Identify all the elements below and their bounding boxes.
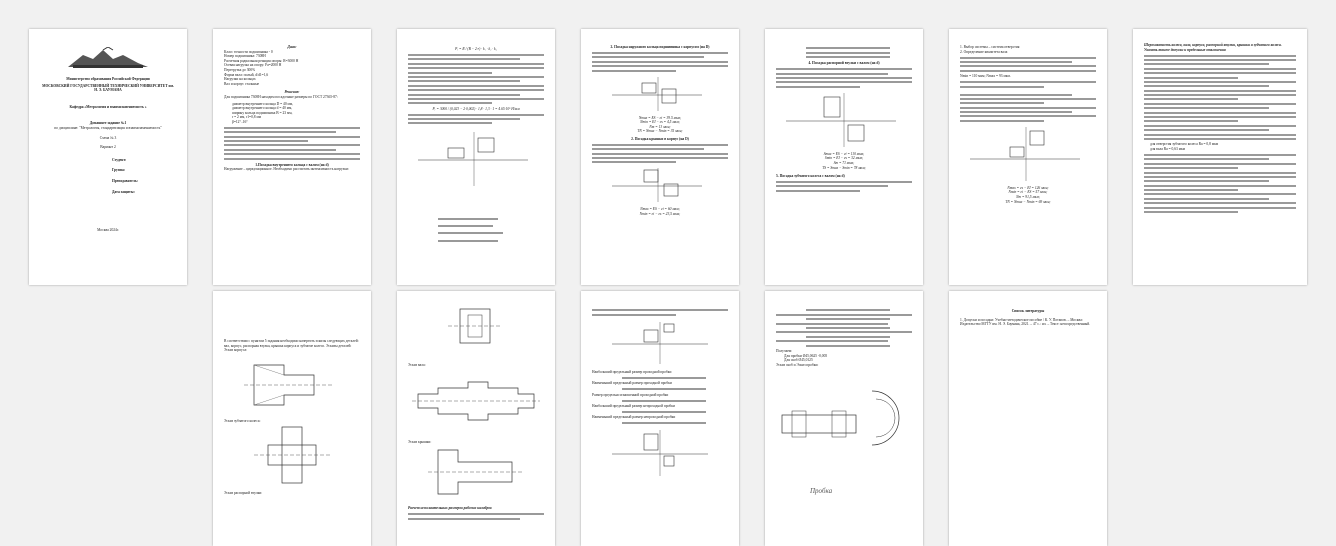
university-crest-icon — [40, 47, 176, 69]
sketch-label: Эскиз зубчатого колеса: — [224, 418, 261, 423]
housing-sketch — [224, 355, 360, 415]
sketch-label: Эскиз крышки: — [408, 439, 432, 444]
student-label: Студент: — [112, 157, 127, 162]
gauge-diagram — [592, 428, 728, 478]
date-label: Дата защиты: — [112, 189, 135, 194]
list-item: диаметр внутреннего кольца D = 40 мм, — [232, 101, 293, 106]
given-item: Форма вала: полый, d/d1=1,6 — [224, 72, 269, 77]
dim-line: Nmax = ES − ei = 39.5 мкм; — [638, 115, 682, 120]
department: Кафедра «Метрология и взаимозаменяемость » — [69, 104, 147, 109]
sketch-label: Эскиз вала: — [408, 363, 426, 367]
list-item: 1. Выбор системы – система отверстия — [960, 45, 1020, 49]
dim-line: Nmin = EI − es = 4,5 мкм; — [640, 120, 680, 125]
gauge2-page — [765, 291, 923, 546]
section-heading: 1.Посадка внутреннего кольца с валом (на d) — [255, 162, 329, 167]
received-label: Получаем: — [776, 348, 793, 353]
solution-intro: Для подшипника 7308Н находим посадочные размеры по ГОСТ 27365-87: — [224, 94, 338, 99]
solution-heading: Решение: — [284, 90, 300, 95]
dim-line: Nmin = ei − ES = 57 мкм; — [1008, 190, 1048, 195]
dim-line: Nm = 13 мкм; — [649, 124, 671, 129]
list-item: Для скоб Ø45,0125 — [784, 358, 813, 363]
title-page — [29, 29, 187, 285]
shaft-sketch — [408, 368, 544, 434]
section-heading: Шероховатость колеса, вала, корпуса, распорной втулки, крышки и зубчатого колеса. Указать также допуски и предельные отклонения — [1144, 43, 1282, 52]
surface-page — [949, 29, 1107, 285]
fit-diagram — [592, 75, 728, 113]
ministry: Министерство образования Российской Федерации — [66, 77, 150, 81]
given-page — [213, 29, 371, 285]
dim-line: TN = Nmax − Nmin = 35 мкм; — [637, 129, 683, 134]
sketches-page — [213, 291, 371, 546]
section-heading: 2. Посадка наружного кольца подшипника с корпусом (на D) — [610, 45, 710, 49]
section-heading: 4. Посадка распорной втулки с валом (на d) — [808, 61, 880, 66]
sleeve-page — [765, 29, 923, 285]
dim-line: TN = Nmax − Nmin = 69 мкм; — [1005, 199, 1051, 204]
outer-ring-page — [581, 29, 739, 285]
sketch-label: Эскиз распорной втулки: — [224, 491, 263, 496]
assignment-title: Домашнее задание №1 — [89, 121, 127, 126]
fit-diagram — [776, 91, 912, 149]
sketch-label: Эскиз скоб и Эскиз пробки: — [776, 362, 819, 367]
list-item: β=12°..16° — [232, 119, 248, 124]
references-page — [949, 291, 1107, 546]
given-item: Вал и корпус стальные — [224, 81, 260, 86]
references-heading: Список литературы — [1011, 309, 1045, 313]
dim-line: Nm = 91,5 мкм; — [1016, 195, 1040, 200]
list-item: ширину кольца подшипника В = 23 мм, — [232, 110, 293, 115]
bearing-sketch — [408, 301, 544, 351]
gauge-line: Наименьший предельный размер проходной пробки — [592, 381, 672, 386]
group-label: Группа: — [112, 168, 125, 173]
intensity-formula: Pᵣ = R / (B − 2·r) · k₁ · k₂ · k₃ — [455, 47, 497, 51]
gauge-line: Наибольший предельный размер проходной пробки — [592, 369, 672, 374]
dim-line: TS = Smax − Smin = 78 мкм; — [822, 165, 866, 170]
tolerance-diagram — [408, 130, 544, 190]
probe-label: Пробка — [810, 487, 833, 495]
gear-sketch — [224, 423, 360, 487]
variant-number: Вариант 2 — [100, 145, 116, 150]
given-item: Расчетная радиальная реакция опоры: R=3000 Н — [224, 58, 299, 63]
given-item: Перегрузка до 300% — [224, 67, 256, 72]
cover-sketch — [408, 444, 544, 500]
list-item: Для пробки Ø45,0625 -0,005 — [784, 353, 828, 358]
fit-diagram — [960, 125, 1096, 183]
list-item: для отверстия зубчатого колеса Ra = 0,8 мкм — [1150, 142, 1219, 147]
section-heading: 5. Посадка зубчатого колеса с валом (на d) — [776, 174, 845, 179]
scheme-number: Схема № 3 — [99, 135, 117, 140]
given-item: Класс точности подшипника - 0 — [224, 49, 273, 54]
list-item: r = 2 мм, r1=0,8 мм — [232, 115, 262, 120]
shaft-page — [397, 291, 555, 546]
gauge-page — [581, 291, 739, 546]
dim-line: Sm = 71 мкм; — [833, 160, 855, 165]
gauge-line: Размер предельно изношенной проходной пробки — [592, 392, 669, 397]
list-item: Nmin = 110 мкм; Nmax = 93 мкм. — [960, 74, 1011, 79]
given-heading: Дано: — [287, 45, 297, 49]
section-text: Нагружение – циркуляционное. Необходимо рассчитать интенсивность нагрузки: — [224, 167, 349, 172]
probe-sketch — [776, 371, 912, 457]
sketch-label: Эскиз корпуса: — [224, 348, 248, 353]
city-year: Москва 2024г. — [97, 228, 119, 233]
list-item: для вала Ra = 0,63 мкм — [1150, 146, 1186, 151]
intensity-result: Pᵣ = 3000 / (0,023 − 2·0,002) · 1,8 · 1,3 · 1 = 4.65·10⁵ Н/мм — [432, 106, 520, 111]
dim-line: Smin = EI − es = 32 мкм; — [824, 156, 864, 161]
fit-diagram — [592, 166, 728, 204]
discipline: по дисциплине: "Метрология, стандартизация и взаимозаменяемость" — [54, 125, 162, 130]
gauge-diagram — [592, 320, 728, 366]
list-item: диаметр внутреннего кольца d = 40 мм, — [232, 106, 293, 111]
dim-line: Nmax = es − EI = 126 мкм; — [1007, 185, 1049, 190]
dim-line: Nmin = ei − es = 23,5 мкм; — [639, 212, 681, 217]
teacher-label: Преподаватель: — [112, 178, 138, 183]
section-heading: Расчет исполнительных размеров рабочих калибров — [408, 506, 492, 511]
sketch-intro: В соответствии с пунктом 5 задания необходимо начертить эскизы следующих деталей: вал, корпус, распорная втулка, крышка корпуса и зубчатое колесо. Эскизы деталей: — [224, 339, 359, 348]
list-item: 2. Определение квалитета вала — [960, 49, 1008, 54]
section-heading: 2. Посадка крышки в корпус (на D) — [631, 136, 689, 141]
roughness-page — [1133, 29, 1307, 285]
given-item: Нагрузки на кольцах — [224, 77, 256, 82]
given-item: Номер подшипника: 7308Н — [224, 54, 266, 59]
university: МОСКОВСКИЙ ГОСУДАРСТВЕННЫЙ ТЕХНИЧЕСКИЙ УНИВЕРСИТЕТ им. Н. Э. БАУМАНА — [42, 83, 174, 93]
reference-item: 1. Допуски и посадки: Учебно-методическое пособие / К. У. Потапов. – Москва: Издательство МГТУ им. Н. Э. Баумана, 2021. – 47 с.: ил. – Текст: непосредственный. — [960, 317, 1091, 327]
formula-block — [408, 216, 544, 250]
given-item: Осевая нагрузка на опору: Fa=2000 Н — [224, 63, 282, 68]
intensity-page — [397, 29, 555, 285]
dim-line: Smax = ES − ei = 110 мкм; — [823, 151, 865, 156]
gauge-line: Наибольший предельный размер непроходной пробки — [592, 403, 675, 408]
dim-line: Nmax = ES − ei = 60 мкм; — [640, 207, 680, 212]
gauge-line: Наименьший предельный размер непроходной пробки — [592, 415, 676, 420]
